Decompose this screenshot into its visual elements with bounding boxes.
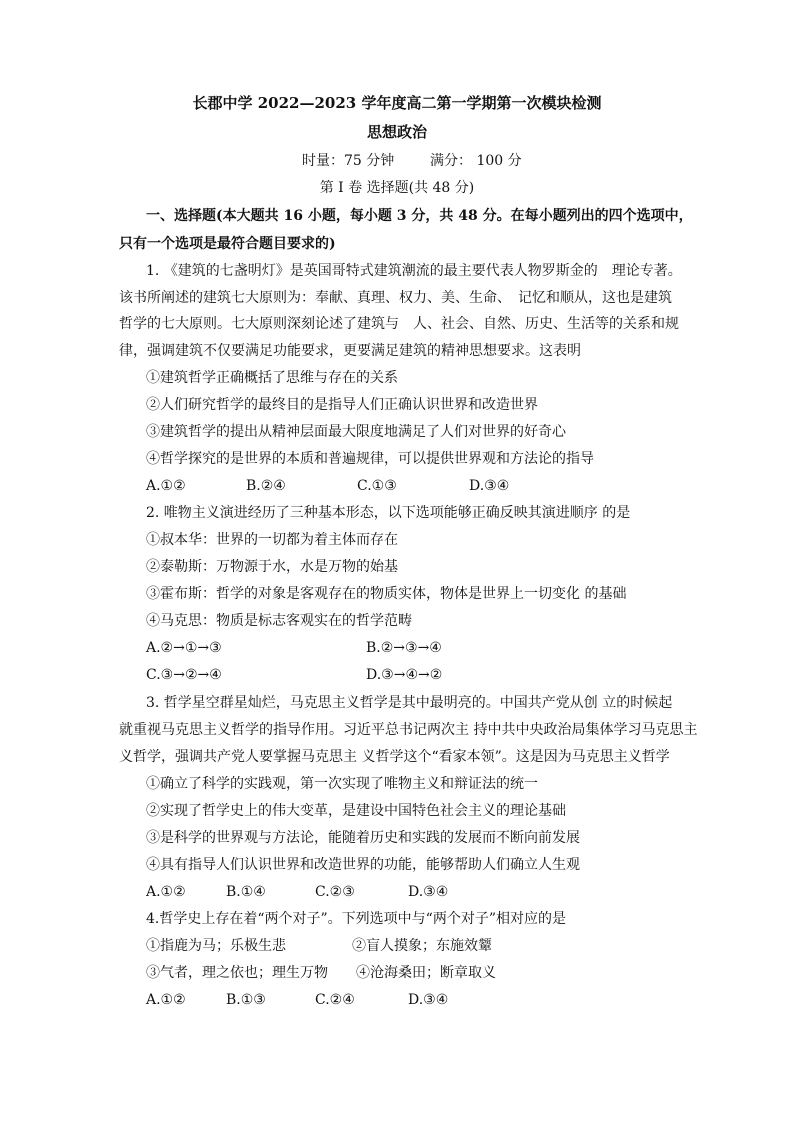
question-2-line-1: 2. 唯物主义演进经历了三种基本形态，以下选项能够正确反映其演进顺序 的是 [146,505,631,521]
instructions-line-2: 只有一个选项是最符合题目要求的) [119,236,336,252]
question-1-item-1: ①建筑哲学正确概括了思维与存在的关系 [146,370,398,386]
question-2-item-1: ①叔本华：世界的一切都为着主体而存在 [146,532,398,548]
question-1-item-2: ②人们研究哲学的最终目的是指导人们正确认识世界和改造世界 [146,397,538,413]
question-1-option-b[interactable]: B.②④ [246,478,286,494]
question-1-option-d[interactable]: D.③④ [469,478,510,494]
question-1-option-a[interactable]: A.①② [146,478,186,494]
question-4-option-a[interactable]: A.①② [146,992,186,1008]
question-4-item-2: ②盲人摸象；东施效颦 [352,938,492,954]
question-4-item-3: ③气者，理之依也；理生万物 [146,965,328,981]
instructions-line-1: 一、选择题(本大题共 16 小题，每小题 3 分，共 48 分。在每小题列出的四个选项中， [146,208,693,224]
subject-title: 思想政治 [366,123,427,141]
question-3-item-3: ③是科学的世界观与方法论，能随着历史和实践的发展而不断向前发展 [146,830,580,846]
question-1-line-3: 哲学的七大原则。七大原则深刻论述了建筑与 人、社会、自然、历史、生活等的关系和规 [119,316,679,332]
question-3-item-4: ④具有指导人们认识世界和改造世界的功能，能够帮助人们确立人生观 [146,857,580,873]
question-2-option-d[interactable]: D.③→④→② [366,667,443,683]
question-1-line-2: 该书所阐述的建筑七大原则为：奉献、真理、权力、美、生命、 记忆和顺从，这也是建筑 [119,290,672,306]
question-2-option-a[interactable]: A.②→①→③ [146,640,222,656]
question-2-item-2: ②泰勒斯：万物源于水，水是万物的始基 [146,559,398,575]
question-4-option-b[interactable]: B.①③ [226,992,266,1008]
question-1-line-4: 律，强调建筑不仅要满足功能要求，更要满足建筑的精神思想要求。这表明 [119,343,581,359]
question-3-line-1: 3. 哲学星空群星灿烂，马克思主义哲学是其中最明亮的。中国共产党从创 立的时候起 [146,695,673,711]
question-2-item-4: ④马克思：物质是标志客观实在的哲学范畴 [146,613,412,629]
question-3-item-2: ②实现了哲学史上的伟大变革，是建设中国特色社会主义的理论基础 [146,803,566,819]
exam-title: 长郡中学 2022—2023 学年度高二第一学期第一次模块检测 [192,94,602,112]
section-title: 第 I 卷 选择题(共 48 分) [319,180,475,196]
question-1-line-1: 1. 《建筑的七盏明灯》是英国哥特式建筑潮流的最主要代表人物罗斯金的 理论专著。 [146,263,682,279]
question-3-option-c[interactable]: C.②③ [315,884,355,900]
question-4-option-c[interactable]: C.②④ [315,992,355,1008]
question-2-item-3: ③霍布斯：哲学的对象是客观存在的物质实体，物体是世界上一切变化 的基础 [146,586,627,602]
question-1-item-3: ③建筑哲学的提出从精神层面最大限度地满足了人们对世界的好奇心 [146,424,566,440]
question-3-option-a[interactable]: A.①② [146,884,186,900]
question-4-item-4: ④沧海桑田；断章取义 [356,965,496,981]
question-3-line-2: 就重视马克思主义哲学的指导作用。习近平总书记两次主 持中共中央政治局集体学习马克思主 [119,722,698,738]
question-2-option-c[interactable]: C.③→②→④ [146,667,222,683]
score-label: 满分： 100 分 [430,153,522,169]
question-3-item-1: ①确立了科学的实践观，第一次实现了唯物主义和辩证法的统一 [146,776,538,792]
question-1-option-c[interactable]: C.①③ [357,478,397,494]
time-label: 时量：75 分钟 [302,153,395,169]
question-4-line-1: 4.哲学史上存在着“两个对子”。下列选项中与“两个对子”相对应的是 [146,911,566,927]
question-2-option-b[interactable]: B.②→③→④ [366,640,442,656]
question-3-option-d[interactable]: D.③④ [408,884,449,900]
question-1-item-4: ④哲学探究的是世界的本质和普遍规律，可以提供世界观和方法论的指导 [146,451,594,467]
question-4-item-1: ①指鹿为马；乐极生悲 [146,938,286,954]
question-4-option-d[interactable]: D.③④ [408,992,449,1008]
question-3-line-3: 义哲学，强调共产党人要掌握马克思主 义哲学这个“看家本领”。这是因为马克思主义哲学 [119,749,670,765]
question-3-option-b[interactable]: B.①④ [226,884,266,900]
